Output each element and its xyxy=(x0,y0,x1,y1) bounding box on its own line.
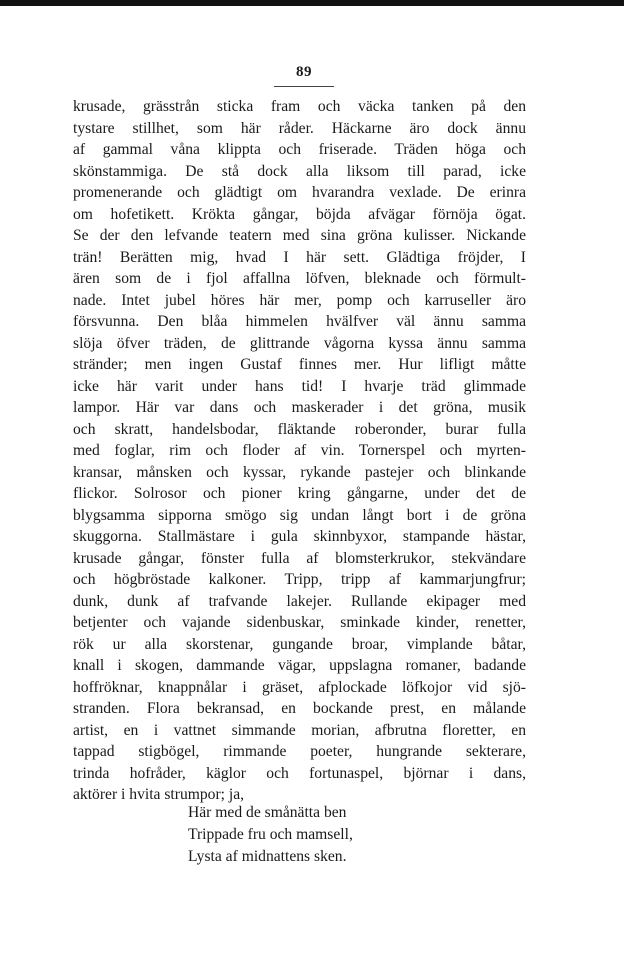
verse-line: Här med de smånätta ben xyxy=(188,804,347,821)
body-line: stränder; men ingen Gustaf finnes mer. Hur lifligt måtte xyxy=(73,356,526,373)
body-line: skuggorna. Stallmästare i gula skinnbyxor, stampande hästar, xyxy=(73,528,526,545)
body-line: krusade gångar, fönster fulla af blomsterkrukor, stekvändare xyxy=(73,549,526,567)
body-line: lampor. Här var dans och maskerader i det gröna, musik xyxy=(73,399,526,416)
body-line: tystare stillhet, som här råder. Häckarne äro dock ännu xyxy=(73,119,526,137)
body-line: trän! Berätten mig, hvad I här sett. Glädtiga fröjder, I xyxy=(73,248,526,266)
body-line: och högbröstade kalkoner. Tripp, tripp af kammarjungfrur; xyxy=(73,571,526,588)
body-line: blygsamma sipporna smögo sig undan långt bort i de gröna xyxy=(73,506,526,524)
body-line: artist, en i vattnet simmande morian, afbrutna floretter, en xyxy=(73,721,526,739)
body-line: hoffröknar, knappnålar i gräset, afplockade löfkojor vid sjö- xyxy=(73,678,526,696)
body-line: försvunna. Den blåa himmelen hvälfver väl ännu samma xyxy=(73,313,526,330)
body-paragraph xyxy=(73,96,526,806)
body-line: Se der den lefvande teatern med sina gröna kulisser. Nickande xyxy=(73,227,526,244)
body-line: aktörer i hvita strumpor; ja, xyxy=(73,786,245,803)
body-line: och skratt, handelsbodar, fläktande roberonder, burar fulla xyxy=(73,420,526,438)
body-line: ären som de i fjol affallna löfven, bleknade och förmult- xyxy=(73,270,526,287)
body-line: om hofetikett. Krökta gångar, böjda afvägar förnöja ögat. xyxy=(73,205,526,223)
body-line: med foglar, rim och floder af vin. Tornerspel och myrten- xyxy=(73,442,526,459)
body-line: skönstammiga. De stå dock alla liksom till parad, icke xyxy=(73,162,526,180)
body-line: rök ur alla skorstenar, gungande broar, vimplande båtar, xyxy=(73,635,526,653)
page-top-edge xyxy=(0,0,624,6)
body-line: icke här varit under hans tid! I hvarje träd glimmade xyxy=(73,377,526,395)
body-line: trinda hofråder, käglor och fortunaspel, björnar i dans, xyxy=(73,764,526,782)
body-line: stranden. Flora bekransad, en bockande prest, en målande xyxy=(73,700,526,717)
body-line: slöja öfver träden, de glittrande vågorna kyssa ännu samma xyxy=(73,334,526,352)
body-line: nade. Intet jubel höres här mer, pomp och karruseller äro xyxy=(73,291,526,309)
body-line: knall i skogen, dammande vägar, uppslagna romaner, badande xyxy=(73,657,526,674)
verse-line: Trippade fru och mamsell, xyxy=(188,826,353,843)
body-line: dunk, dunk af trafvande lakejer. Rullande ekipager med xyxy=(73,592,526,610)
verse-stanza xyxy=(188,802,353,868)
body-line: kransar, månsken och kyssar, rykande pastejer och blinkande xyxy=(73,463,526,481)
body-line: krusade, grässtrån sticka fram och väcka tanken på den xyxy=(73,98,526,115)
page-number-rule xyxy=(274,86,334,87)
body-line: promenerande och glädtigt om hvarandra vexlade. De erinra xyxy=(73,184,526,201)
body-line: tappad stigbögel, rimmande poeter, hungrande sekterare, xyxy=(73,743,526,760)
verse-line: Lysta af midnattens sken. xyxy=(188,848,347,865)
body-line: betjenter och vajande sidenbuskar, sminkade kinder, renetter, xyxy=(73,614,526,631)
page-number: 89 xyxy=(296,64,312,80)
body-line: af gammal våna klippta och friserade. Träden höga och xyxy=(73,141,526,158)
body-line: flickor. Solrosor och pioner kring gångarne, under det de xyxy=(73,485,526,502)
